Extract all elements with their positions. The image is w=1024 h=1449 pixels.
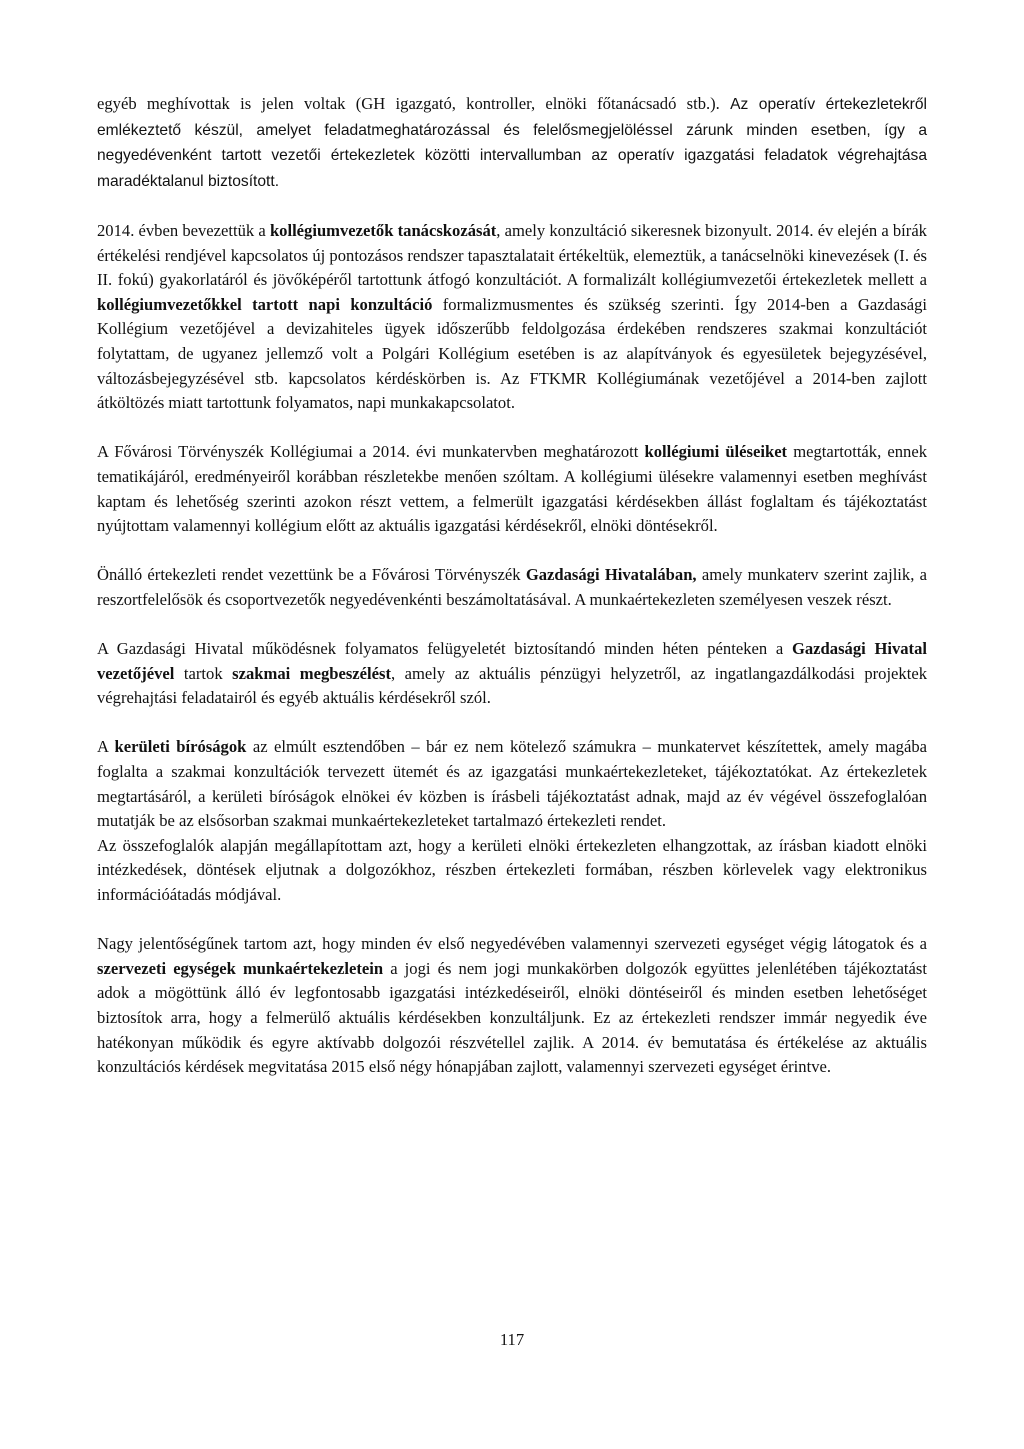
paragraph-economic-office-meetings (97, 563, 927, 612)
text-run: egyéb meghívottak is jelen voltak (GH igazgató, kontroller, elnöki főtanácsadó stb.). (97, 94, 731, 113)
emphasis-text: Gazdasági Hivatalában, (525, 565, 697, 585)
text-run: megtartották, ennek tematikájáról, eredményeiről korábban részletekbe menően szóltam. A kollégiumi ülésekre valamennyi esetben meghívást kaptam és lehetőség szerinti azokon részt vettem, a felmerült igazgatási kérdésekben állást foglaltam és tájékoztatást nyújtottam valamennyi kollégium előtt az aktuális igazgatási kérdésekről, elnöki döntésekről. (97, 442, 927, 536)
emphasis-text: kollégiumvezetők tanácskozását (269, 220, 497, 240)
emphasis-text: kollégiumvezetőkkel tartott napi konzultáció (97, 294, 433, 314)
text-run: 2014. évben bevezettük a (97, 220, 270, 240)
emphasis-text: Gazdasági Hivatal vezetőjével (97, 639, 927, 683)
paragraph-unit-visits (97, 932, 927, 1080)
paragraph-summary-findings (97, 834, 927, 908)
emphasis-text: kollégiumi üléseiket (644, 442, 788, 462)
text-run: Önálló értekezleti rendet vezettünk be a Fővárosi Törvényszék (97, 565, 526, 585)
text-run: Az operatív értekezletekről emlékeztető készül, amelyet feladatmeghatározással és felelősmegjelöléssel zárunk minden esetben, így a negyedévenként tartott vezetői értekezletek közötti intervallumban az operatív igazgatási feladatok végrehajtása maradéktalanul biztosított. (97, 96, 927, 190)
paragraph-weekly-briefing (97, 637, 927, 711)
emphasis-text: szervezeti egységek munkaértekezletein (97, 958, 384, 978)
text-run: Az összefoglalók alapján megállapítottam azt, hogy a kerületi elnöki értekezleten elhangzottak, az írásban kiadott elnöki intézkedések, döntések eljutnak a dolgozókhoz, részben értekezleti formában, részben körlevelek vagy elektronikus információátadás módjával. (97, 835, 927, 904)
text-run: A Fővárosi Törvényszék Kollégiumai a 2014. évi munkatervben meghatározott (97, 442, 645, 462)
text-run: Nagy jelentőségűnek tartom azt, hogy minden év első negyedévében valamennyi szervezeti egységet végig látogatok és a (97, 934, 927, 954)
paragraph-college-heads (97, 219, 927, 416)
document-body (97, 92, 927, 1080)
paragraph-college-sessions (97, 440, 927, 538)
paragraph-district-courts (97, 735, 927, 833)
paragraph-operative-meetings (97, 92, 927, 194)
text-run: A Gazdasági Hivatal működésnek folyamatos felügyeletét biztosítandó minden héten pénteken a (97, 639, 792, 659)
text-run: a jogi és nem jogi munkakörben dolgozók együttes jelenlétében tájékoztatást adok a mögöttünk álló év legfontosabb igazgatási intézkedéseiről, elnöki döntéseiről és minden esetben lehetőséget biztosítok arra, hogy a felmerülő aktuális kérdésekben konzultáljunk. Ez az értekezleti rendszer immár negyedik éve hatékonyan működik és egyre aktívabb dolgozói részvétellel zajlik. A 2014. év bemutatása és értékelése az aktuális konzultációs kérdések megvitatása 2015 első négy hónapjában zajlott, valamennyi szervezeti egységet érintve. (97, 958, 927, 1077)
text-run: A (97, 737, 115, 757)
text-run: amely munkaterv szerint zajlik, a reszortfelelősök és csoportvezetők negyedévenkénti beszámoltatásával. A munkaértekezleten személyesen veszek részt. (97, 565, 927, 609)
emphasis-text: kerületi bíróságok (114, 737, 247, 757)
text-run: formalizmusmentes és szükség szerinti. Így 2014-ben a Gazdasági Kollégium vezetőjével a devizahiteles ügyek időszerűbb feldolgozása érdekében rendszeres szakmai konzultációt folytattam, de ugyanez jellemző volt a Polgári Kollégium esetében is az alapítványok és egyesületek bejegyzésével, változásbejegyzésével stb. kapcsolatos kérdéskörben is. Az FTKMR Kollégiumának vezetőjével a 2014-ben zajlott átköltözés miatt tartottunk folyamatos, napi munkakapcsolatot. (97, 294, 927, 413)
text-run: , amely konzultáció sikeresnek bizonyult. 2014. év elején a bírák értékelési rendjével kapcsolatos új pontozásos rendszer tapasztalatait értékeltük, elemeztük, a tanácselnöki kinevezések (I. és II. fokú) gyakorlatáról és jövőképéről tartottunk átfogó konzultációt. A formalizált kollégiumvezetői értekezletek mellett a (97, 220, 927, 290)
text-run: az elmúlt esztendőben – bár ez nem kötelező számukra – munkatervet készítettek, amely magába foglalta a szakmai konzultációk tervezett ütemét és az igazgatási munkaértekezleteket, tájékoztatókat. Az értekezletek megtartásáról, a kerületi bíróságok elnökei év közben is írásbeli tájékoztatást adnak, majd az év végével összefoglalóan mutatják be az elsősorban szakmai munkaértekezleteket tartalmazó értekezleti rendet. (97, 737, 927, 831)
emphasis-text: szakmai megbeszélést (232, 663, 391, 683)
text-run: tartok (174, 663, 233, 683)
page-number: 117 (499, 1330, 525, 1349)
text-run: , amely az aktuális pénzügyi helyzetről, az ingatlangazdálkodási projektek végrehajtási feladatairól és egyéb aktuális kérdésekről szól. (97, 663, 927, 708)
